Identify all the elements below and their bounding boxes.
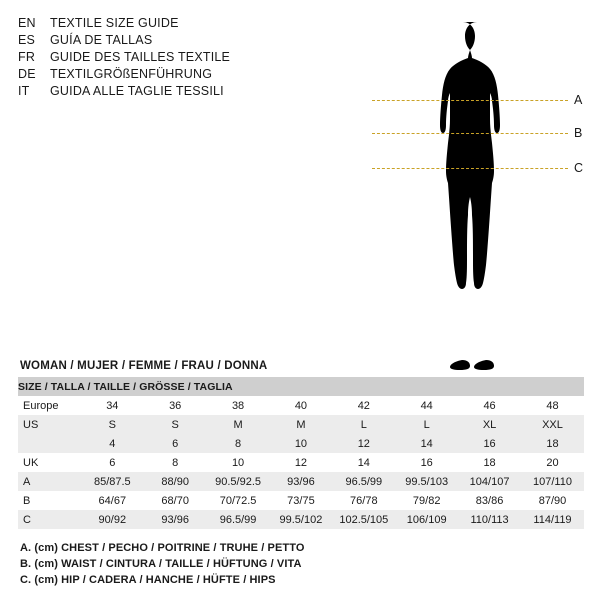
table-cell: 14 [420, 437, 433, 450]
language-text: TEXTILE SIZE GUIDE [50, 16, 179, 30]
table-cell: 110/113 [470, 513, 509, 526]
body-figure [364, 8, 594, 378]
gender-title: WOMAN / MUJER / FEMME / FRAU / DONNA [20, 360, 268, 372]
measure-line-b [372, 133, 568, 134]
table-cell: 38 [231, 399, 245, 412]
language-code: FR [18, 50, 36, 64]
language-code: IT [18, 84, 30, 98]
table-cell: XXL [542, 418, 563, 431]
table-cell: 10 [294, 437, 308, 450]
table-cell: 18 [483, 456, 496, 469]
table-cell: 73/75 [287, 494, 315, 507]
table-cell: 10 [231, 456, 245, 469]
table-cell: S [171, 418, 179, 431]
table-cell: 40 [294, 399, 308, 412]
table-row [18, 434, 584, 453]
table-cell: 44 [420, 399, 433, 412]
row-label: A [23, 475, 31, 488]
row-label: B [23, 494, 31, 507]
table-cell: 46 [483, 399, 496, 412]
table-cell: 36 [169, 399, 182, 412]
table-cell: 76/78 [350, 494, 378, 507]
language-row [18, 84, 348, 101]
language-text: GUÍA DE TALLAS [50, 33, 153, 47]
table-cell: 42 [357, 399, 370, 412]
table-cell: 85/87.5 [93, 475, 131, 488]
table-row [18, 510, 584, 529]
table-row [18, 396, 584, 415]
table-cell: 34 [106, 399, 119, 412]
table-cell: 99.5/102 [279, 513, 323, 526]
table-row [18, 472, 584, 491]
table-cell: XL [482, 418, 497, 431]
table-cell: M [233, 418, 243, 431]
legend-line-a: A. (cm) CHEST / PECHO / POITRINE / TRUHE / PETTO [20, 542, 305, 554]
table-cell: L [423, 418, 430, 431]
table-header-row [18, 377, 584, 396]
measure-line-a [372, 100, 568, 101]
table-cell: 70/72.5 [219, 494, 257, 507]
measurement-legend [20, 540, 580, 588]
measure-label-a: A [574, 93, 583, 107]
table-header-label: SIZE / TALLA / TAILLE / GRÖSSE / TAGLIA [18, 377, 584, 396]
language-row [18, 50, 348, 67]
table-cell: 48 [546, 399, 559, 412]
table-cell: S [108, 418, 116, 431]
table-cell: 96.5/99 [219, 513, 257, 526]
language-code: ES [18, 33, 36, 47]
table-row [18, 491, 584, 510]
table-cell: 93/96 [287, 475, 315, 488]
row-label: Europe [23, 399, 59, 412]
table-cell: M [296, 418, 306, 431]
table-cell: 102.5/105 [339, 513, 389, 526]
size-table-section [18, 360, 584, 529]
table-row [18, 453, 584, 472]
table-cell: 4 [109, 437, 116, 450]
row-label [18, 434, 81, 453]
measure-label-c: C [574, 161, 584, 175]
table-cell: 88/90 [161, 475, 189, 488]
table-cell: 93/96 [161, 513, 189, 526]
measure-line-c [372, 168, 568, 169]
language-row [18, 33, 348, 50]
legend-line-c: C. (cm) HIP / CADERA / HANCHE / HÜFTE / HIPS [20, 574, 276, 586]
language-text: GUIDA ALLE TAGLIE TESSILI [50, 84, 224, 98]
table-cell: 20 [546, 456, 559, 469]
measure-label-b: B [574, 126, 583, 140]
table-cell: 96.5/99 [345, 475, 383, 488]
table-cell: 90.5/92.5 [215, 475, 261, 488]
language-text: GUIDE DES TAILLES TEXTILE [50, 50, 231, 64]
size-table [18, 377, 584, 529]
table-cell: 8 [235, 437, 242, 450]
table-cell: 8 [172, 456, 179, 469]
table-cell: 107/110 [533, 475, 572, 488]
table-cell: 106/109 [406, 513, 447, 526]
legend-line-b: B. (cm) WAIST / CINTURA / TAILLE / HÜFTUNG / VITA [20, 558, 302, 570]
table-cell: 87/90 [538, 494, 567, 507]
row-label: C [23, 513, 31, 526]
table-cell: 99.5/103 [405, 475, 449, 488]
table-cell: 104/107 [469, 475, 510, 488]
table-cell: 64/67 [98, 494, 127, 507]
row-label: UK [23, 456, 39, 469]
table-cell: 83/86 [475, 494, 504, 507]
table-cell: 114/119 [533, 513, 572, 526]
table-cell: 12 [357, 437, 370, 450]
table-cell: 12 [294, 456, 308, 469]
table-cell: 14 [357, 456, 370, 469]
table-cell: L [360, 418, 367, 431]
language-header [18, 16, 348, 101]
language-text: TEXTILGRÖßENFÜHRUNG [50, 67, 213, 81]
table-cell: 79/82 [412, 494, 441, 507]
table-row [18, 415, 584, 434]
table-cell: 18 [546, 437, 559, 450]
table-cell: 6 [109, 456, 116, 469]
table-cell: 16 [420, 456, 433, 469]
table-cell: 90/92 [98, 513, 127, 526]
table-cell: 6 [172, 437, 179, 450]
table-cell: 16 [483, 437, 496, 450]
language-code: EN [18, 16, 36, 30]
language-code: DE [18, 67, 36, 81]
language-row [18, 67, 348, 84]
female-silhouette-icon [364, 8, 594, 378]
row-label: US [23, 418, 39, 431]
table-cell: 68/70 [161, 494, 189, 507]
language-row [18, 16, 348, 33]
